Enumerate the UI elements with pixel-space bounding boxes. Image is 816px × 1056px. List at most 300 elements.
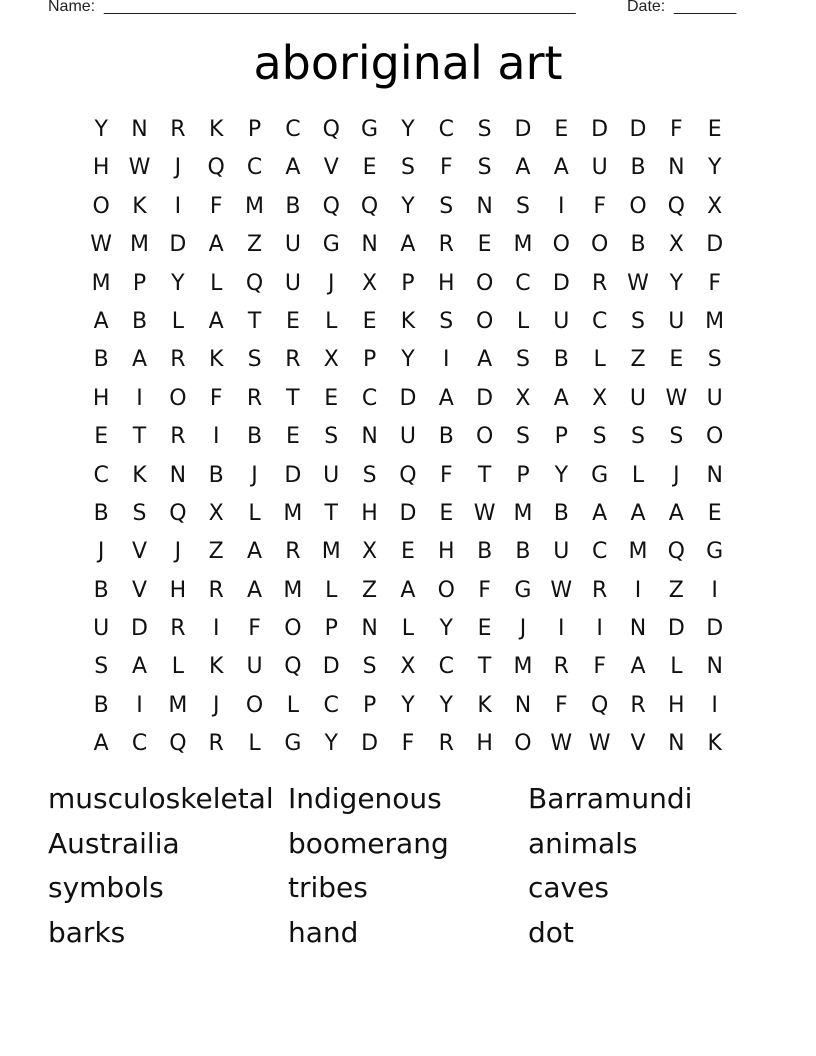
grid-letter: E bbox=[707, 500, 722, 526]
grid-letter: A bbox=[630, 500, 646, 526]
grid-letter: A bbox=[400, 577, 416, 603]
grid-letter: A bbox=[208, 232, 224, 258]
grid-letter: A bbox=[93, 308, 109, 334]
grid-letter: F bbox=[554, 692, 568, 718]
grid-letter: E bbox=[669, 347, 684, 373]
grid-letter: I bbox=[212, 424, 220, 450]
grid-letter: J bbox=[251, 462, 258, 488]
grid-row bbox=[82, 648, 734, 686]
grid-letter: L bbox=[210, 270, 223, 296]
grid-letter: K bbox=[208, 347, 224, 373]
grid-letter: D bbox=[399, 500, 417, 526]
grid-letter: M bbox=[283, 577, 303, 603]
grid-letter: S bbox=[247, 347, 262, 373]
grid-letter: H bbox=[169, 577, 187, 603]
grid-letter: N bbox=[361, 424, 378, 450]
grid-letter: R bbox=[553, 654, 569, 680]
grid-letter: D bbox=[591, 117, 609, 142]
grid-letter: U bbox=[668, 308, 685, 334]
grid-letter: B bbox=[553, 500, 569, 526]
grid-letter: D bbox=[476, 385, 494, 411]
grid-letter: T bbox=[477, 654, 492, 680]
grid-letter: M bbox=[705, 308, 725, 334]
grid-letter: S bbox=[515, 193, 530, 219]
word-bank-item: dot bbox=[528, 916, 574, 950]
grid-row bbox=[82, 687, 734, 725]
grid-letter: E bbox=[362, 155, 377, 181]
grid-letter: X bbox=[400, 654, 416, 680]
name-label: Name: bbox=[48, 0, 96, 15]
grid-letter: O bbox=[590, 232, 609, 258]
grid-letter: A bbox=[131, 654, 148, 680]
grid-letter: N bbox=[476, 193, 493, 219]
grid-letter: B bbox=[285, 193, 301, 219]
grid-letter: U bbox=[399, 424, 416, 450]
grid-letter: I bbox=[212, 616, 220, 642]
grid-letter: Q bbox=[590, 692, 609, 718]
grid-letter: Y bbox=[439, 692, 453, 718]
grid-letter: W bbox=[473, 500, 496, 526]
grid-letter: L bbox=[631, 462, 645, 488]
grid-letter: A bbox=[477, 347, 493, 373]
grid-letter: E bbox=[324, 385, 339, 411]
grid-letter: J bbox=[673, 462, 680, 488]
grid-letter: P bbox=[516, 462, 530, 488]
grid-letter: Y bbox=[401, 692, 415, 718]
grid-row bbox=[82, 457, 734, 495]
grid-letter: L bbox=[325, 577, 338, 603]
grid-letter: E bbox=[285, 424, 300, 450]
grid-letter: L bbox=[516, 308, 530, 334]
grid-letter: J bbox=[327, 270, 335, 296]
grid-letter: O bbox=[169, 385, 187, 411]
grid-letter: W bbox=[90, 232, 113, 258]
grid-letter: O bbox=[629, 193, 647, 219]
grid-letter: S bbox=[362, 462, 377, 488]
grid-letter: Y bbox=[439, 616, 453, 642]
grid-letter: O bbox=[284, 616, 302, 642]
grid-letter: B bbox=[93, 500, 109, 526]
grid-letter: I bbox=[711, 692, 718, 718]
grid-row bbox=[82, 341, 734, 379]
grid-letter: E bbox=[707, 117, 722, 142]
grid-letter: X bbox=[362, 539, 378, 565]
grid-letter: E bbox=[477, 232, 492, 258]
grid-letter: F bbox=[209, 193, 223, 219]
grid-letter: B bbox=[553, 347, 569, 373]
grid-letter: E bbox=[94, 424, 109, 450]
grid-letter: M bbox=[628, 539, 648, 565]
grid-letter: O bbox=[475, 270, 494, 296]
grid-letter: O bbox=[92, 193, 110, 219]
grid-letter: A bbox=[400, 232, 416, 258]
grid-letter: C bbox=[361, 385, 378, 411]
date-blank-line: _______ bbox=[674, 0, 737, 15]
grid-letter: C bbox=[131, 731, 148, 757]
grid-letter: L bbox=[670, 654, 683, 680]
grid-row bbox=[82, 533, 734, 571]
grid-letter: C bbox=[515, 270, 531, 296]
grid-letter: R bbox=[170, 117, 186, 142]
grid-letter: J bbox=[174, 155, 182, 181]
grid-letter: E bbox=[477, 616, 492, 642]
grid-letter: F bbox=[593, 654, 606, 680]
grid-letter: O bbox=[245, 692, 264, 718]
grid-letter: A bbox=[668, 500, 684, 526]
grid-row bbox=[82, 188, 734, 226]
grid-letter: K bbox=[477, 692, 492, 718]
grid-letter: C bbox=[591, 539, 608, 565]
grid-letter: I bbox=[596, 616, 603, 642]
grid-letter: B bbox=[630, 232, 646, 258]
grid-letter: W bbox=[128, 155, 151, 181]
grid-letter: U bbox=[323, 462, 340, 488]
grid-letter: G bbox=[361, 117, 379, 142]
grid-letter: F bbox=[439, 462, 453, 488]
grid-letter: S bbox=[132, 500, 147, 526]
grid-letter: B bbox=[477, 539, 493, 565]
grid-letter: E bbox=[439, 500, 454, 526]
grid-letter: W bbox=[550, 577, 573, 603]
grid-letter: T bbox=[286, 385, 300, 411]
grid-letter: A bbox=[208, 308, 224, 334]
grid-letter: I bbox=[558, 193, 565, 219]
grid-letter: Q bbox=[169, 731, 187, 757]
grid-letter: C bbox=[246, 155, 263, 181]
grid-letter: X bbox=[515, 385, 531, 411]
grid-letter: L bbox=[286, 692, 300, 718]
grid-letter: K bbox=[208, 654, 224, 680]
grid-letter: B bbox=[630, 155, 646, 181]
grid-letter: M bbox=[245, 193, 265, 219]
grid-letter: B bbox=[515, 539, 531, 565]
grid-letter: X bbox=[668, 232, 684, 258]
grid-letter: A bbox=[515, 155, 531, 181]
grid-letter: R bbox=[285, 347, 301, 373]
grid-letter: P bbox=[554, 424, 568, 450]
grid-letter: Q bbox=[245, 270, 264, 296]
grid-letter: G bbox=[706, 539, 724, 565]
grid-letter: G bbox=[591, 462, 609, 488]
word-bank-item: Barramundi bbox=[528, 782, 693, 815]
grid-letter: B bbox=[93, 347, 109, 373]
grid-letter: S bbox=[631, 424, 645, 450]
grid-letter: V bbox=[131, 577, 148, 603]
grid-letter: S bbox=[477, 155, 492, 181]
grid-letter: N bbox=[629, 616, 647, 642]
grid-letter: I bbox=[634, 577, 642, 603]
grid-letter: K bbox=[132, 462, 147, 488]
grid-letter: R bbox=[591, 270, 608, 296]
grid-letter: Q bbox=[399, 462, 417, 488]
grid-letter: L bbox=[248, 500, 261, 526]
grid-letter: J bbox=[212, 692, 220, 718]
grid-letter: A bbox=[247, 577, 263, 603]
grid-letter: Y bbox=[401, 347, 415, 373]
grid-letter: U bbox=[629, 385, 647, 411]
grid-letter: S bbox=[439, 308, 454, 334]
grid-letter: Z bbox=[362, 577, 378, 603]
grid-letter: M bbox=[321, 539, 341, 565]
grid-letter: Y bbox=[401, 117, 415, 142]
grid-letter: X bbox=[323, 347, 339, 373]
grid-letter: S bbox=[515, 347, 530, 373]
grid-letter: M bbox=[283, 500, 303, 526]
grid-letter: X bbox=[592, 385, 608, 411]
grid-letter: S bbox=[324, 424, 339, 450]
grid-row bbox=[82, 495, 734, 533]
grid-letter: D bbox=[399, 385, 417, 411]
grid-letter: E bbox=[554, 117, 569, 142]
grid-letter: Y bbox=[669, 270, 684, 296]
grid-letter: D bbox=[706, 232, 724, 258]
grid-letter: M bbox=[91, 270, 111, 296]
grid-letter: V bbox=[131, 539, 148, 565]
grid-letter: Z bbox=[668, 577, 684, 603]
grid-letter: B bbox=[208, 462, 224, 488]
grid-letter: U bbox=[591, 155, 608, 181]
grid-letter: S bbox=[515, 424, 530, 450]
grid-row bbox=[82, 265, 734, 303]
grid-letter: F bbox=[401, 731, 415, 757]
grid-row bbox=[82, 572, 734, 610]
grid-letter: N bbox=[514, 692, 532, 718]
grid-letter: F bbox=[478, 577, 491, 603]
grid-letter: A bbox=[285, 155, 301, 181]
grid-letter: N bbox=[361, 232, 378, 258]
grid-letter: H bbox=[92, 385, 110, 411]
grid-letter: L bbox=[325, 308, 338, 334]
grid-letter: Q bbox=[667, 539, 685, 565]
grid-letter: Q bbox=[284, 654, 302, 680]
grid-letter: R bbox=[630, 692, 646, 718]
word-bank-item: boomerang bbox=[288, 826, 449, 860]
grid-letter: R bbox=[170, 347, 186, 373]
grid-letter: S bbox=[477, 117, 492, 142]
grid-letter: T bbox=[247, 308, 262, 334]
grid-letter: P bbox=[401, 270, 415, 296]
grid-letter: D bbox=[514, 117, 532, 142]
grid-letter: O bbox=[514, 731, 532, 757]
grid-letter: J bbox=[174, 539, 182, 565]
grid-letter: Y bbox=[324, 731, 338, 757]
grid-letter: W bbox=[627, 270, 649, 296]
grid-letter: A bbox=[93, 731, 109, 757]
grid-letter: B bbox=[438, 424, 454, 450]
grid-letter: I bbox=[136, 385, 143, 411]
grid-letter: S bbox=[669, 424, 684, 450]
grid-letter: C bbox=[438, 117, 454, 142]
grid-letter: I bbox=[136, 692, 143, 718]
grid-letter: Y bbox=[554, 462, 569, 488]
grid-letter: G bbox=[284, 731, 302, 757]
grid-letter: H bbox=[668, 692, 685, 718]
grid-letter: L bbox=[171, 308, 184, 334]
grid-letter: G bbox=[322, 232, 340, 258]
grid-letter: T bbox=[324, 500, 338, 526]
grid-letter: N bbox=[668, 731, 685, 757]
grid-letter: P bbox=[247, 117, 262, 142]
grid-letter: D bbox=[667, 616, 685, 642]
word-bank-item: caves bbox=[528, 871, 609, 905]
grid-letter: S bbox=[400, 155, 415, 181]
grid-letter: K bbox=[132, 193, 147, 219]
grid-letter: Z bbox=[247, 232, 263, 258]
grid-letter: Y bbox=[401, 193, 415, 219]
grid-letter: C bbox=[285, 117, 301, 142]
grid-letter: U bbox=[246, 654, 263, 680]
grid-letter: U bbox=[284, 270, 301, 296]
date-label: Date: bbox=[627, 0, 666, 15]
grid-letter: U bbox=[284, 232, 301, 258]
grid-letter: R bbox=[170, 616, 186, 642]
grid-letter: M bbox=[130, 232, 149, 258]
grid-letter: O bbox=[475, 424, 494, 450]
grid-letter: S bbox=[94, 654, 109, 680]
grid-letter: O bbox=[706, 424, 724, 450]
name-blank-line: _____________________________________________________ bbox=[104, 0, 576, 15]
grid-letter: I bbox=[558, 616, 565, 642]
grid-letter: V bbox=[323, 155, 339, 181]
grid-letter: A bbox=[247, 539, 263, 565]
grid-letter: W bbox=[588, 731, 611, 757]
grid-letter: K bbox=[707, 731, 722, 757]
grid-letter: P bbox=[362, 692, 377, 718]
grid-letter: W bbox=[550, 731, 573, 757]
grid-letter: R bbox=[208, 731, 224, 757]
grid-letter: W bbox=[665, 385, 688, 411]
grid-letter: K bbox=[208, 117, 224, 142]
grid-letter: U bbox=[93, 616, 110, 642]
grid-letter: I bbox=[174, 193, 182, 219]
grid-letter: Q bbox=[322, 193, 340, 219]
grid-letter: H bbox=[476, 731, 493, 757]
grid-letter: N bbox=[169, 462, 187, 488]
word-bank-item: barks bbox=[48, 916, 126, 950]
grid-letter: K bbox=[400, 308, 416, 334]
grid-letter: L bbox=[401, 616, 415, 642]
word-bank-item: musculoskeletal bbox=[48, 782, 274, 815]
grid-letter: N bbox=[361, 616, 378, 642]
grid-letter: A bbox=[438, 385, 454, 411]
grid-letter: O bbox=[552, 232, 570, 258]
word-bank-item: Austrailia bbox=[48, 826, 180, 860]
grid-letter: B bbox=[131, 308, 148, 334]
grid-row bbox=[82, 111, 734, 149]
grid-letter: H bbox=[361, 500, 378, 526]
grid-letter: D bbox=[169, 232, 187, 258]
grid-letter: R bbox=[208, 577, 224, 603]
word-bank bbox=[48, 777, 768, 956]
grid-letter: R bbox=[170, 424, 186, 450]
grid-letter: R bbox=[438, 232, 454, 258]
grid-letter: T bbox=[132, 424, 147, 450]
grid-letter: P bbox=[132, 270, 147, 296]
grid-letter: B bbox=[93, 577, 109, 603]
grid-letter: A bbox=[553, 385, 569, 411]
grid-letter: D bbox=[361, 731, 379, 757]
grid-letter: O bbox=[475, 308, 494, 334]
grid-letter: S bbox=[362, 654, 377, 680]
grid-letter: U bbox=[553, 308, 570, 334]
grid-letter: F bbox=[248, 616, 261, 642]
grid-letter: A bbox=[630, 654, 646, 680]
grid-letter: O bbox=[437, 577, 455, 603]
grid-letter: D bbox=[131, 616, 148, 642]
grid-letter: C bbox=[323, 692, 339, 718]
grid-row bbox=[82, 380, 734, 418]
grid-letter: U bbox=[553, 539, 570, 565]
grid-letter: F bbox=[209, 385, 223, 411]
grid-letter: C bbox=[591, 308, 608, 334]
grid-row bbox=[82, 226, 734, 264]
grid-letter: N bbox=[706, 462, 723, 488]
grid-letter: M bbox=[168, 692, 188, 718]
grid-letter: Q bbox=[360, 193, 379, 219]
grid-letter: Q bbox=[169, 500, 187, 526]
grid-letter: A bbox=[131, 347, 148, 373]
grid-letter: I bbox=[443, 347, 450, 373]
letter-grid bbox=[82, 111, 734, 764]
grid-row bbox=[82, 303, 734, 341]
grid-letter: N bbox=[706, 654, 723, 680]
grid-letter: P bbox=[324, 616, 338, 642]
word-bank-item: animals bbox=[528, 826, 638, 860]
grid-letter: R bbox=[438, 731, 454, 757]
grid-letter: Q bbox=[667, 193, 685, 219]
grid-letter: M bbox=[513, 500, 533, 526]
grid-letter: F bbox=[670, 117, 683, 142]
grid-letter: A bbox=[553, 155, 569, 181]
word-bank-item: tribes bbox=[288, 871, 368, 905]
grid-letter: P bbox=[362, 347, 377, 373]
grid-row bbox=[82, 610, 734, 648]
word-bank-item: hand bbox=[288, 916, 359, 950]
grid-letter: E bbox=[285, 308, 300, 334]
grid-row bbox=[82, 418, 734, 456]
grid-row bbox=[82, 149, 734, 187]
grid-letter: S bbox=[439, 193, 454, 219]
grid-letter: E bbox=[362, 308, 377, 334]
word-bank-item: Indigenous bbox=[288, 782, 442, 815]
grid-letter: Y bbox=[171, 270, 185, 296]
grid-letter: D bbox=[322, 654, 340, 680]
grid-letter: R bbox=[591, 577, 608, 603]
grid-letter: H bbox=[437, 270, 455, 296]
grid-letter: V bbox=[630, 731, 646, 757]
grid-letter: Z bbox=[208, 539, 224, 565]
grid-letter: H bbox=[437, 539, 455, 565]
grid-letter: X bbox=[707, 193, 723, 219]
grid-letter: X bbox=[362, 270, 378, 296]
grid-letter: N bbox=[668, 155, 685, 181]
grid-letter: F bbox=[593, 193, 606, 219]
grid-letter: Q bbox=[322, 117, 340, 142]
grid-letter: G bbox=[514, 577, 532, 603]
grid-letter: L bbox=[248, 731, 261, 757]
grid-letter: D bbox=[284, 462, 302, 488]
grid-letter: Y bbox=[94, 117, 108, 142]
grid-letter: D bbox=[706, 616, 724, 642]
grid-letter: E bbox=[400, 539, 415, 565]
grid-letter: A bbox=[592, 500, 608, 526]
grid-letter: I bbox=[711, 577, 718, 603]
grid-letter: F bbox=[439, 155, 453, 181]
page-title: aboriginal art bbox=[253, 36, 563, 90]
grid-letter: F bbox=[708, 270, 721, 296]
grid-letter: C bbox=[438, 654, 454, 680]
grid-row bbox=[82, 725, 734, 763]
